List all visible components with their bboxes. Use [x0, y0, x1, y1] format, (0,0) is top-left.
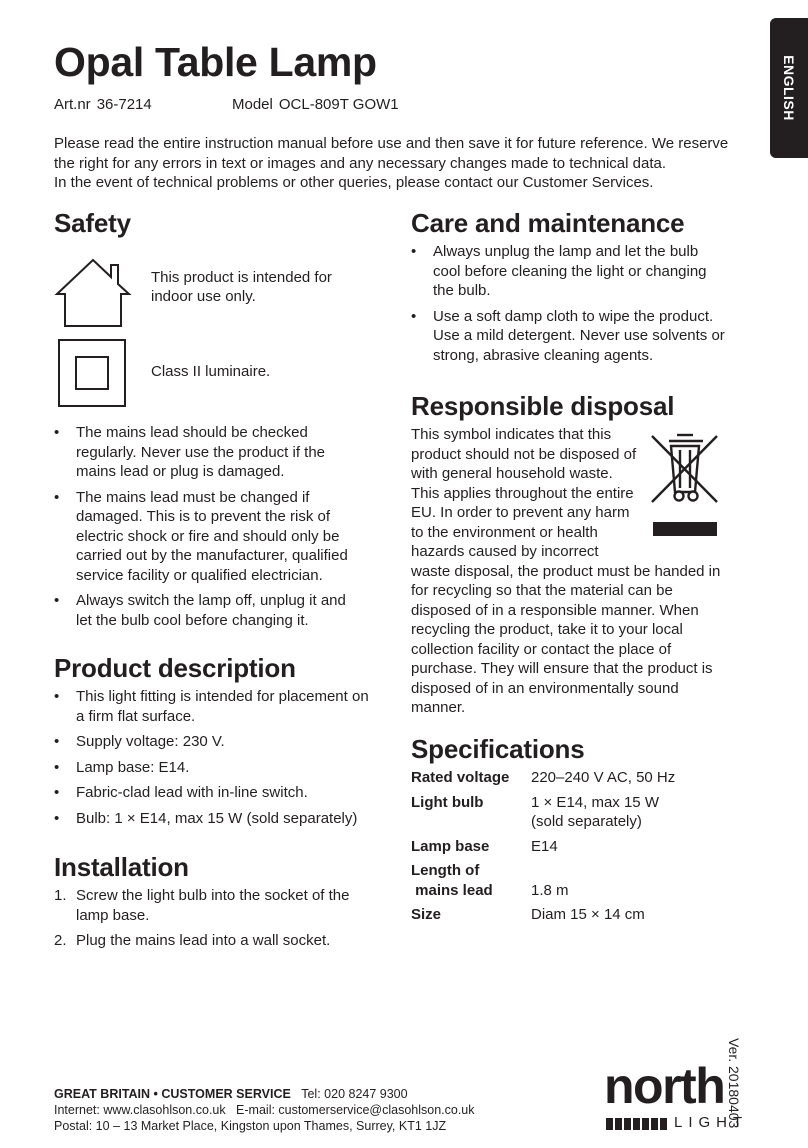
intro-line-1: Please read the entire instruction manual before use and then save it for future reference. We reserve	[54, 135, 729, 152]
spec-value	[531, 793, 675, 837]
list-item	[54, 931, 364, 951]
spec-key: Lamp base	[411, 837, 490, 855]
list-item: • Use a soft damp cloth to wipe the product. Use a mild detergent. Never use solvents or strong, abrasive cleaning agents.	[411, 307, 726, 366]
spec-key: Light bulb	[411, 793, 484, 811]
step-text: Plug the mains lead into a wall socket.	[76, 932, 331, 949]
table-row	[411, 768, 675, 793]
spec-value-text: 1.8 m	[531, 881, 569, 899]
logo-bars	[606, 1118, 668, 1130]
article-number-label: Art.nr	[54, 96, 91, 113]
step-text: Screw the light bulb into the socket of the lamp base.	[76, 887, 350, 924]
product-description-section	[54, 653, 374, 834]
language-tab-label: ENGLISH	[781, 55, 797, 121]
footer-customer-service: GREAT BRITAIN • CUSTOMER SERVICE	[54, 1087, 291, 1101]
house-icon	[54, 256, 132, 328]
list-item: • This light fitting is intended for placement on a firm flat surface.	[54, 687, 374, 726]
safety-heading: Safety	[54, 208, 131, 238]
spec-value: E14	[531, 837, 558, 855]
logo-sub: LIGHT	[674, 1114, 749, 1131]
spec-value	[531, 861, 675, 905]
list-item	[54, 886, 364, 925]
footer-email: E-mail: customerservice@clasohlson.co.uk	[236, 1103, 475, 1117]
spec-key	[411, 861, 531, 905]
article-number-value: 36-7214	[96, 96, 152, 113]
footer-postal: Postal: 10 – 13 Market Place, Kingston upon Thames, Surrey, KT1 1JZ	[54, 1119, 447, 1133]
specifications-heading: Specifications	[411, 734, 585, 764]
model-value: OCL-809T GOW1	[278, 96, 399, 113]
north-light-logo	[604, 1058, 754, 1134]
specifications-table	[411, 768, 675, 930]
language-tab	[770, 18, 808, 158]
spec-value: Diam 15 × 14 cm	[531, 906, 645, 923]
disposal-heading: Responsible disposal	[411, 391, 675, 421]
indoor-symbol-row	[54, 256, 384, 330]
spec-key: Size	[411, 906, 442, 923]
safety-list	[54, 423, 364, 636]
footer-line-1	[54, 1086, 475, 1102]
table-row	[411, 861, 675, 905]
product-description-heading: Product description	[54, 653, 296, 683]
intro-text	[54, 134, 744, 193]
class2-symbol-row	[54, 338, 384, 408]
page-title: Opal Table Lamp	[54, 39, 377, 85]
list-item: • The mains lead must be changed if damaged. This is to prevent the risk of electric shock or fire and should only be carried out by the manufacturer, qualified service facility or qualified electrician.	[54, 488, 364, 586]
list-item: • Always unplug the lamp and let the bulb cool before cleaning the light or changing the bulb.	[411, 242, 726, 301]
double-insulation-icon	[57, 338, 127, 408]
list-item: • Fabric-clad lead with in-line switch.	[54, 783, 374, 803]
table-row	[411, 905, 675, 930]
indoor-text: This product is intended for indoor use only.	[151, 269, 332, 305]
spec-value: 220–240 V AC, 50 Hz	[531, 769, 676, 786]
class2-text: Class II luminaire.	[151, 363, 271, 380]
spec-value-line-1: 1 × E14, max 15 W	[531, 793, 659, 811]
list-item: • Lamp base: E14.	[54, 758, 374, 778]
step-number: 1.	[54, 887, 67, 904]
article-number	[54, 96, 152, 113]
spec-key-line-2: mains lead	[411, 881, 493, 899]
table-row	[411, 837, 675, 862]
care-section	[411, 208, 726, 371]
version-label: Ver. 20180403	[726, 1038, 742, 1129]
footer-tel: Tel: 020 8247 9300	[301, 1087, 408, 1101]
disposal-text-wide: waste disposal, the product must be handed in for recycling so that the material can be disposed of in a responsible manner. When recycling the product, take it to your local collection facility or contact the place of purchase. They will ensure that the product is disposed of in an environmentally sound manner.	[411, 562, 721, 716]
installation-section	[54, 852, 364, 957]
step-number: 2.	[54, 932, 67, 949]
safety-section	[54, 208, 364, 238]
list-item: • Bulb: 1 × E14, max 15 W (sold separately)	[54, 809, 374, 829]
logo-word: north	[604, 1058, 725, 1114]
spec-key-line-1: Length of	[411, 862, 480, 879]
spec-value-line-2: (sold separately)	[531, 813, 642, 830]
list-item: • The mains lead should be checked regularly. Never use the product if the mains lead or plug is damaged.	[54, 423, 364, 482]
model-number	[232, 96, 399, 113]
disposal-text-narrow: This symbol indicates that this product should not be disposed of with general household waste. This applies throughout the entire EU. In order to prevent any harm to the environment or health hazards caused by incorrect	[411, 426, 637, 560]
list-item: • Supply voltage: 230 V.	[54, 732, 374, 752]
specifications-section	[411, 734, 731, 930]
intro-line-2: the right for any errors in text or images and any necessary changes made to technical data.	[54, 154, 666, 172]
table-row	[411, 793, 675, 837]
installation-heading: Installation	[54, 852, 189, 882]
model-label: Model	[232, 96, 273, 113]
footer-internet: Internet: www.clasohlson.co.uk	[54, 1103, 226, 1117]
care-heading: Care and maintenance	[411, 208, 685, 238]
intro-line-3: In the event of technical problems or other queries, please contact our Customer Services.	[54, 174, 654, 191]
spec-key: Rated voltage	[411, 769, 510, 786]
list-item: • Always switch the lamp off, unplug it and let the bulb cool before changing it.	[54, 591, 364, 630]
footer-contact	[54, 1086, 475, 1134]
weee-bin-icon	[647, 430, 723, 538]
footer-line-2	[54, 1102, 475, 1118]
